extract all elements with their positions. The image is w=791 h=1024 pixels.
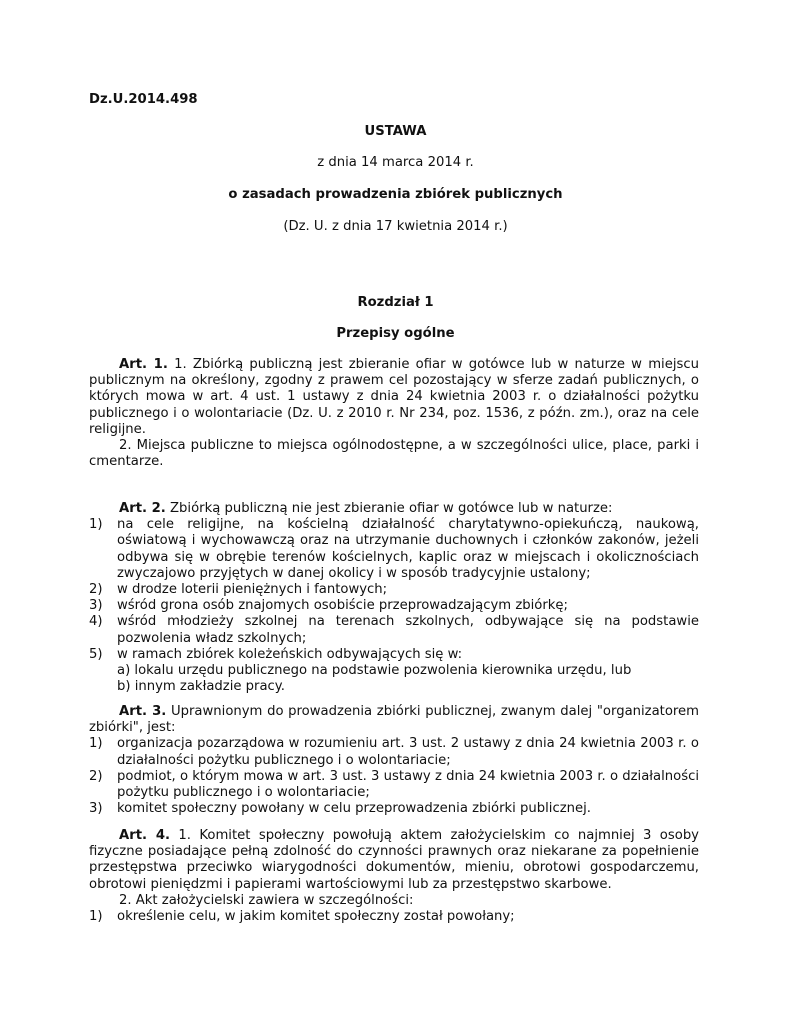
article-2-label: Art. 2. — [119, 501, 166, 516]
act-date: z dnia 14 marca 2014 r. — [317, 155, 474, 170]
list-item: 1) organizacja pozarządowa w rozumieniu art. 3 ust. 2 ustawy z dnia 24 kwietnia 2003 r. o działalności pożytku publicznego i o wolontariacie; — [89, 736, 699, 768]
article-1 — [89, 357, 699, 470]
article-2-intro: Zbiórką publiczną nie jest zbieranie ofiar w gotówce lub w naturze: — [170, 501, 613, 516]
article-1-label: Art. 1. — [119, 357, 168, 372]
list-item: 4) wśród młodzieży szkolnej na terenach szkolnych, odbywające się na podstawie pozwolenia władz szkolnych; — [89, 614, 699, 646]
article-2 — [89, 501, 699, 695]
article-4 — [89, 828, 699, 925]
article-4-paragraph-1: 1. Komitet społeczny powołują aktem założycielskim co najmniej 3 osoby fizyczne posiadające pełną zdolność do czynności prawnych oraz niekarane za popełnienie przestępstwa przeciwko wiarygodności dokumentów, mieniu, obrotowi gospodarczemu, obrotowi pieniędzmi i papierami wartościowymi lub za przestępstwo skarbowe. — [89, 828, 699, 892]
article-4-paragraph-2: 2. Akt założycielski zawiera w szczególności: — [119, 892, 414, 908]
chapter-title: Przepisy ogólne — [336, 326, 455, 341]
article-3 — [89, 704, 699, 817]
journal-reference: Dz.U.2014.498 — [89, 92, 198, 107]
list-item: 5) w ramach zbiórek koleżeńskich odbywających się w: a) lokalu urzędu publicznego na podstawie pozwolenia kierownika urzędu, lub b) innym zakładzie pracy. — [89, 647, 699, 696]
article-1-paragraph-1: 1. Zbiórką publiczną jest zbieranie ofiar w gotówce lub w naturze w miejscu publicznym na określony, zgodny z prawem cel pozostający w sferze zadań publicznych, o których mowa w art. 4 ust. 1 ustawy z dnia 24 kwietnia 2003 r. o działalności pożytku publicznego i o wolontariacie (Dz. U. z 2010 r. Nr 234, poz. 1536, z późn. zm.), oraz na cele religijne. — [89, 357, 699, 437]
list-item: 2) podmiot, o którym mowa w art. 3 ust. 3 ustawy z dnia 24 kwietnia 2003 r. o działalności pożytku publicznego i o wolontariacie; — [89, 768, 699, 801]
list-item: 3) wśród grona osób znajomych osobiście przeprowadzającym zbiórkę; — [89, 598, 568, 614]
list-item: 3) komitet społeczny powołany w celu przeprowadzenia zbiórki publicznej. — [89, 801, 591, 817]
article-4-list — [89, 909, 699, 925]
article-3-intro: Uprawnionym do prowadzenia zbiórki publicznej, zwanym dalej "organizatorem zbiórki", jest: — [89, 704, 700, 736]
article-3-label: Art. 3. — [119, 704, 167, 719]
list-item: 1) na cele religijne, na kościelną działalność charytatywno-opiekuńczą, naukową, oświatową i wychowawczą oraz na utrzymanie duchownych i członków zakonów, jeżeli odbywa się w obrębie terenów kościelnych, kaplic oraz w miejscach i okolicznościach zwyczajowo przyjętych w danej okolicy i w sposób tradycyjnie ustalony; — [89, 517, 699, 581]
chapter-label: Rozdział 1 — [357, 295, 434, 310]
act-subject: o zasadach prowadzenia zbiórek publicznych — [228, 187, 563, 202]
sub-item: a) lokalu urzędu publicznego na podstawie pozwolenia kierownika urzędu, lub — [117, 663, 632, 679]
article-2-list — [89, 517, 699, 695]
act-type-heading: USTAWA — [364, 124, 427, 139]
sub-item: b) innym zakładzie pracy. — [117, 679, 285, 695]
journal-citation: (Dz. U. z dnia 17 kwietnia 2014 r.) — [283, 219, 508, 234]
list-item: 2) w drodze loterii pieniężnych i fantowych; — [89, 582, 388, 598]
article-4-label: Art. 4. — [119, 828, 171, 843]
article-3-list — [89, 736, 699, 817]
article-1-paragraph-2: 2. Miejsca publiczne to miejsca ogólnodostępne, a w szczególności ulice, place, parki i cmentarze. — [89, 438, 699, 470]
list-item: 1) określenie celu, w jakim komitet społeczny został powołany; — [89, 909, 515, 925]
